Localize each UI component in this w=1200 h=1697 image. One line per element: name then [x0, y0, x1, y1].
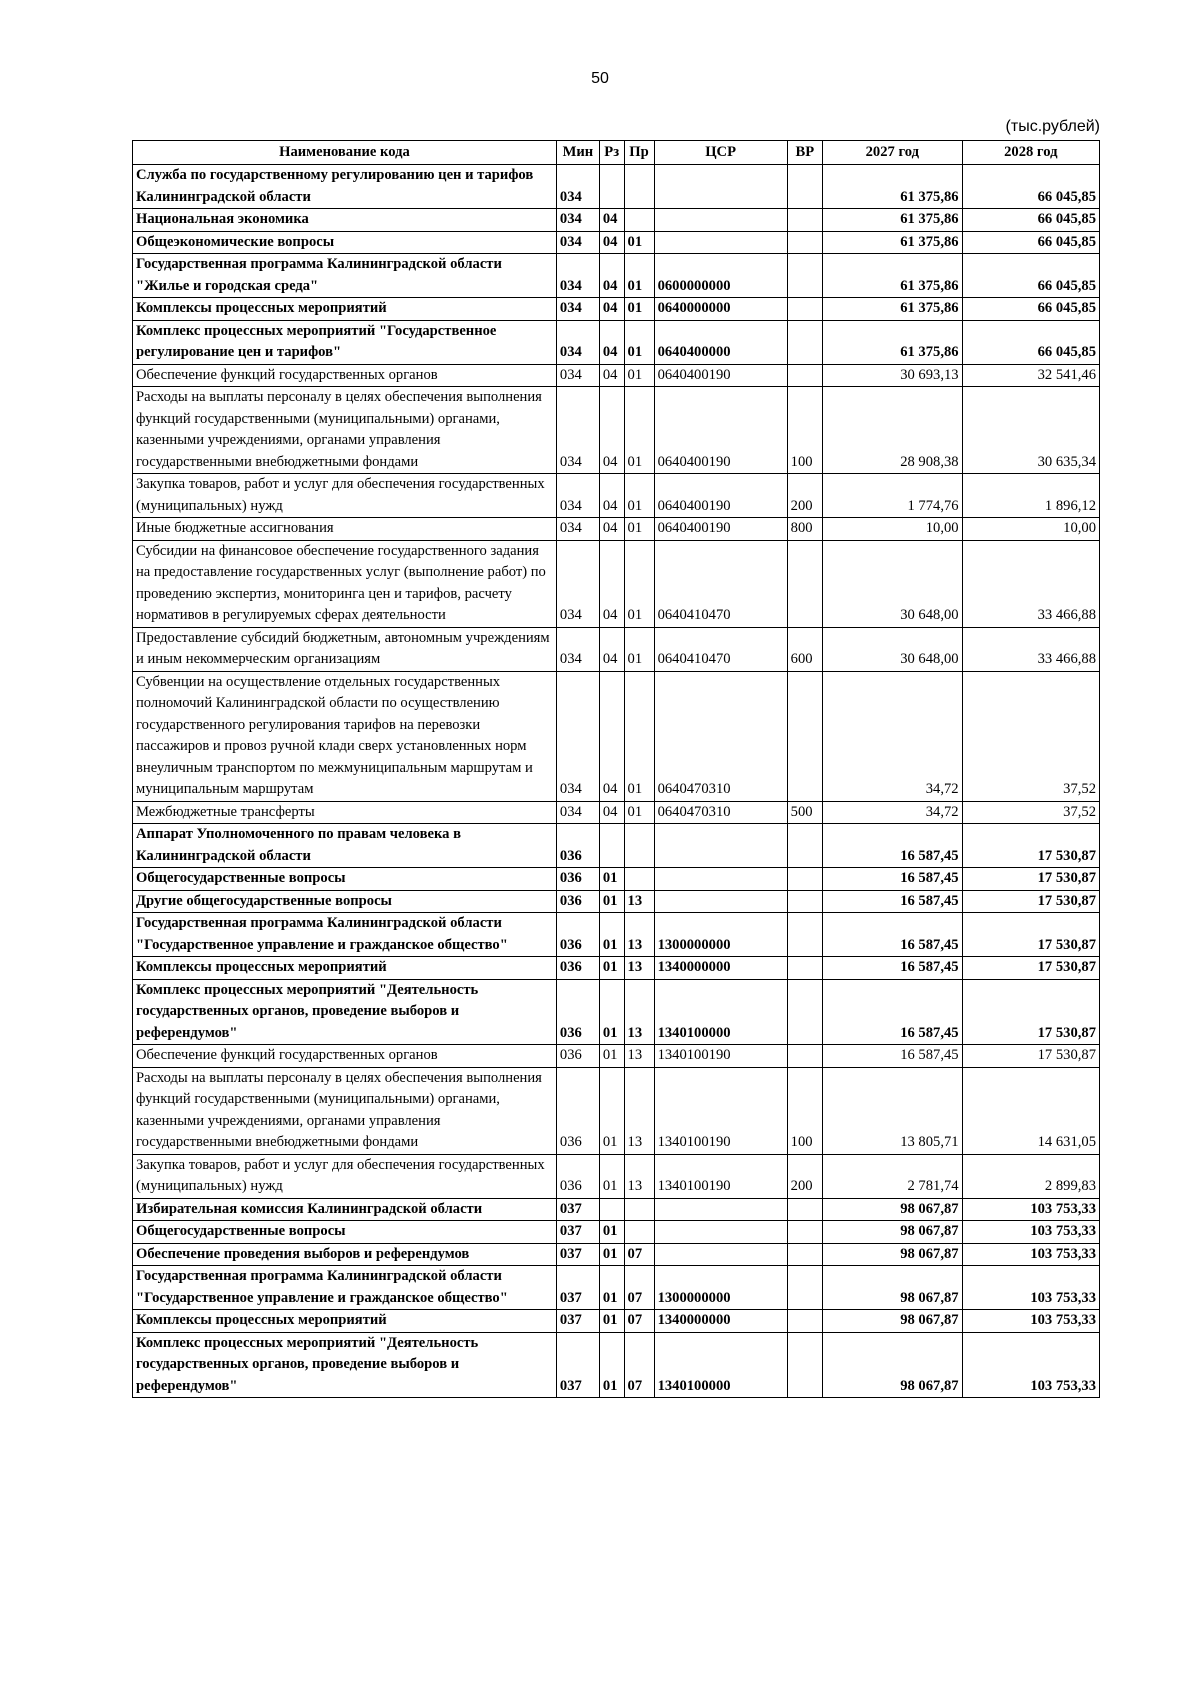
name-cell: Субсидии на финансовое обеспечение государственного задания на предоставление государственных услуг (выполнение работ) по проведению экспертиз, мониторинга цен и тарифов, расчету нормативов в регулируемых сферах деятельности: [133, 540, 557, 627]
value-2027-cell: 30 648,00: [823, 540, 963, 627]
vr-cell: [787, 231, 822, 254]
vr-cell: 200: [787, 474, 822, 518]
min-cell: 036: [556, 824, 599, 868]
table-row: [133, 254, 1100, 298]
table-row: [133, 913, 1100, 957]
pr-cell: [624, 165, 654, 209]
pr-cell: 13: [624, 1154, 654, 1198]
rz-cell: 04: [599, 387, 624, 474]
min-cell: 034: [556, 540, 599, 627]
vr-cell: [787, 254, 822, 298]
value-2028-cell: 17 530,87: [962, 913, 1099, 957]
csr-cell: 1340100190: [654, 1045, 787, 1068]
value-2027-cell: 30 648,00: [823, 627, 963, 671]
rz-cell: 01: [599, 1310, 624, 1333]
value-2027-cell: 61 375,86: [823, 209, 963, 232]
pr-cell: 01: [624, 540, 654, 627]
csr-cell: [654, 209, 787, 232]
csr-cell: 1300000000: [654, 1266, 787, 1310]
pr-cell: 01: [624, 364, 654, 387]
value-2027-cell: 16 587,45: [823, 957, 963, 980]
vr-cell: [787, 1045, 822, 1068]
name-cell: Комплексы процессных мероприятий: [133, 1310, 557, 1333]
value-2027-cell: 34,72: [823, 671, 963, 801]
value-2028-cell: 17 530,87: [962, 1045, 1099, 1068]
csr-cell: [654, 231, 787, 254]
min-cell: 034: [556, 627, 599, 671]
vr-cell: [787, 364, 822, 387]
table-row: [133, 540, 1100, 627]
rz-cell: [599, 824, 624, 868]
vr-cell: [787, 165, 822, 209]
value-2027-cell: 34,72: [823, 801, 963, 824]
value-2028-cell: 103 753,33: [962, 1221, 1099, 1244]
value-2028-cell: 103 753,33: [962, 1310, 1099, 1333]
pr-cell: 01: [624, 231, 654, 254]
table-row: [133, 474, 1100, 518]
min-cell: 036: [556, 890, 599, 913]
col-header-pr: Пр: [624, 141, 654, 165]
rz-cell: 01: [599, 890, 624, 913]
min-cell: 036: [556, 913, 599, 957]
value-2028-cell: 1 896,12: [962, 474, 1099, 518]
vr-cell: 500: [787, 801, 822, 824]
pr-cell: [624, 868, 654, 891]
name-cell: Общеэкономические вопросы: [133, 231, 557, 254]
value-2028-cell: 37,52: [962, 801, 1099, 824]
csr-cell: 0640400190: [654, 474, 787, 518]
csr-cell: 0640470310: [654, 801, 787, 824]
min-cell: 034: [556, 518, 599, 541]
col-header-csr: ЦСР: [654, 141, 787, 165]
vr-cell: [787, 957, 822, 980]
min-cell: 037: [556, 1198, 599, 1221]
csr-cell: [654, 868, 787, 891]
value-2027-cell: 61 375,86: [823, 298, 963, 321]
vr-cell: [787, 1243, 822, 1266]
rz-cell: 04: [599, 364, 624, 387]
value-2027-cell: 61 375,86: [823, 165, 963, 209]
min-cell: 034: [556, 387, 599, 474]
name-cell: Расходы на выплаты персоналу в целях обеспечения выполнения функций государственными (муниципальными) органами, казенными учреждениями, органами управления государственными внебюджетными фондами: [133, 1067, 557, 1154]
name-cell: Комплекс процессных мероприятий "Государственное регулирование цен и тарифов": [133, 320, 557, 364]
value-2027-cell: 28 908,38: [823, 387, 963, 474]
value-2028-cell: 17 530,87: [962, 890, 1099, 913]
page-number: 50: [591, 70, 609, 87]
value-2028-cell: 14 631,05: [962, 1067, 1099, 1154]
vr-cell: [787, 1198, 822, 1221]
vr-cell: 100: [787, 387, 822, 474]
value-2028-cell: 66 045,85: [962, 209, 1099, 232]
value-2028-cell: 103 753,33: [962, 1198, 1099, 1221]
rz-cell: 01: [599, 957, 624, 980]
unit-note: (тыс.рублей): [1005, 118, 1100, 135]
name-cell: Субвенции на осуществление отдельных государственных полномочий Калининградской области по осуществлению государственного регулирования тарифов на перевозки пассажиров и провоз ручной клади сверх установленных норм внеуличным транспортом по межмуниципальным маршрутам и муниципальным маршрутам: [133, 671, 557, 801]
name-cell: Государственная программа Калининградской области "Государственное управление и гражданское общество": [133, 913, 557, 957]
name-cell: Общегосударственные вопросы: [133, 1221, 557, 1244]
value-2027-cell: 1 774,76: [823, 474, 963, 518]
pr-cell: [624, 209, 654, 232]
min-cell: 036: [556, 1154, 599, 1198]
value-2028-cell: 33 466,88: [962, 627, 1099, 671]
name-cell: Расходы на выплаты персоналу в целях обеспечения выполнения функций государственными (муниципальными) органами, казенными учреждениями, органами управления государственными внебюджетными фондами: [133, 387, 557, 474]
table-row: [133, 1067, 1100, 1154]
pr-cell: 13: [624, 1045, 654, 1068]
table-row: [133, 1243, 1100, 1266]
csr-cell: [654, 1221, 787, 1244]
table-row: [133, 1310, 1100, 1333]
col-header-name: Наименование кода: [133, 141, 557, 165]
vr-cell: [787, 320, 822, 364]
rz-cell: 04: [599, 231, 624, 254]
pr-cell: 01: [624, 254, 654, 298]
name-cell: Служба по государственному регулированию цен и тарифов Калининградской области: [133, 165, 557, 209]
min-cell: 034: [556, 165, 599, 209]
rz-cell: 01: [599, 979, 624, 1045]
name-cell: Комплекс процессных мероприятий "Деятельность государственных органов, проведение выборов и референдумов": [133, 1332, 557, 1398]
min-cell: 037: [556, 1221, 599, 1244]
min-cell: 036: [556, 1067, 599, 1154]
min-cell: 034: [556, 209, 599, 232]
table-row: [133, 518, 1100, 541]
name-cell: Комплекс процессных мероприятий "Деятельность государственных органов, проведение выборов и референдумов": [133, 979, 557, 1045]
vr-cell: [787, 868, 822, 891]
table-row: [133, 209, 1100, 232]
table-row: [133, 1332, 1100, 1398]
vr-cell: [787, 824, 822, 868]
value-2027-cell: 98 067,87: [823, 1221, 963, 1244]
pr-cell: 01: [624, 320, 654, 364]
csr-cell: 0640470310: [654, 671, 787, 801]
vr-cell: [787, 913, 822, 957]
name-cell: Закупка товаров, работ и услуг для обеспечения государственных (муниципальных) нужд: [133, 474, 557, 518]
csr-cell: 0640410470: [654, 540, 787, 627]
rz-cell: 01: [599, 1266, 624, 1310]
pr-cell: 01: [624, 801, 654, 824]
vr-cell: 100: [787, 1067, 822, 1154]
min-cell: 036: [556, 868, 599, 891]
value-2027-cell: 16 587,45: [823, 979, 963, 1045]
rz-cell: 04: [599, 474, 624, 518]
csr-cell: 1340000000: [654, 1310, 787, 1333]
pr-cell: 13: [624, 1067, 654, 1154]
pr-cell: 01: [624, 387, 654, 474]
pr-cell: 07: [624, 1332, 654, 1398]
pr-cell: 13: [624, 890, 654, 913]
rz-cell: 01: [599, 1067, 624, 1154]
min-cell: 034: [556, 474, 599, 518]
csr-cell: [654, 1243, 787, 1266]
name-cell: Другие общегосударственные вопросы: [133, 890, 557, 913]
value-2027-cell: 98 067,87: [823, 1332, 963, 1398]
csr-cell: [654, 165, 787, 209]
pr-cell: 07: [624, 1266, 654, 1310]
rz-cell: 04: [599, 518, 624, 541]
value-2027-cell: 61 375,86: [823, 231, 963, 254]
table-row: [133, 868, 1100, 891]
table-row: [133, 387, 1100, 474]
csr-cell: 0640400190: [654, 518, 787, 541]
col-header-rz: Рз: [599, 141, 624, 165]
value-2027-cell: 98 067,87: [823, 1198, 963, 1221]
pr-cell: [624, 824, 654, 868]
table-row: [133, 801, 1100, 824]
min-cell: 034: [556, 364, 599, 387]
value-2027-cell: 98 067,87: [823, 1243, 963, 1266]
csr-cell: 0640400190: [654, 387, 787, 474]
pr-cell: 07: [624, 1243, 654, 1266]
table-row: [133, 1221, 1100, 1244]
table-row: [133, 627, 1100, 671]
min-cell: 034: [556, 298, 599, 321]
vr-cell: [787, 1332, 822, 1398]
rz-cell: 04: [599, 627, 624, 671]
name-cell: Государственная программа Калининградской области "Жилье и городская среда": [133, 254, 557, 298]
rz-cell: 01: [599, 1154, 624, 1198]
col-header-min: Мин: [556, 141, 599, 165]
rz-cell: 01: [599, 913, 624, 957]
value-2027-cell: 2 781,74: [823, 1154, 963, 1198]
csr-cell: 0640410470: [654, 627, 787, 671]
min-cell: 037: [556, 1310, 599, 1333]
value-2027-cell: 16 587,45: [823, 1045, 963, 1068]
csr-cell: [654, 824, 787, 868]
pr-cell: 01: [624, 671, 654, 801]
min-cell: 034: [556, 254, 599, 298]
table-row: [133, 165, 1100, 209]
table-body: [133, 165, 1100, 1398]
csr-cell: 1340000000: [654, 957, 787, 980]
name-cell: Предоставление субсидий бюджетным, автономным учреждениям и иным некоммерческим организациям: [133, 627, 557, 671]
csr-cell: 0640400190: [654, 364, 787, 387]
pr-cell: 01: [624, 474, 654, 518]
value-2028-cell: 66 045,85: [962, 254, 1099, 298]
vr-cell: 600: [787, 627, 822, 671]
csr-cell: 1340100190: [654, 1154, 787, 1198]
min-cell: 036: [556, 979, 599, 1045]
rz-cell: 04: [599, 671, 624, 801]
vr-cell: [787, 671, 822, 801]
value-2028-cell: 10,00: [962, 518, 1099, 541]
rz-cell: 04: [599, 801, 624, 824]
table-row: [133, 671, 1100, 801]
value-2027-cell: 98 067,87: [823, 1266, 963, 1310]
value-2028-cell: 66 045,85: [962, 165, 1099, 209]
name-cell: Национальная экономика: [133, 209, 557, 232]
vr-cell: [787, 890, 822, 913]
vr-cell: [787, 1221, 822, 1244]
vr-cell: 200: [787, 1154, 822, 1198]
min-cell: 036: [556, 1045, 599, 1068]
table-row: [133, 364, 1100, 387]
value-2028-cell: 103 753,33: [962, 1332, 1099, 1398]
value-2028-cell: 2 899,83: [962, 1154, 1099, 1198]
name-cell: Межбюджетные трансферты: [133, 801, 557, 824]
value-2028-cell: 17 530,87: [962, 868, 1099, 891]
rz-cell: 01: [599, 1045, 624, 1068]
name-cell: Общегосударственные вопросы: [133, 868, 557, 891]
csr-cell: 1340100000: [654, 979, 787, 1045]
table-row: [133, 1045, 1100, 1068]
min-cell: 036: [556, 957, 599, 980]
value-2027-cell: 30 693,13: [823, 364, 963, 387]
min-cell: 034: [556, 320, 599, 364]
min-cell: 037: [556, 1266, 599, 1310]
rz-cell: 04: [599, 254, 624, 298]
name-cell: Аппарат Уполномоченного по правам человека в Калининградской области: [133, 824, 557, 868]
name-cell: Комплексы процессных мероприятий: [133, 957, 557, 980]
csr-cell: 1300000000: [654, 913, 787, 957]
pr-cell: [624, 1198, 654, 1221]
vr-cell: [787, 1266, 822, 1310]
value-2028-cell: 17 530,87: [962, 979, 1099, 1045]
rz-cell: 01: [599, 1243, 624, 1266]
budget-table: [132, 140, 1100, 1398]
rz-cell: 01: [599, 868, 624, 891]
value-2027-cell: 61 375,86: [823, 320, 963, 364]
rz-cell: 01: [599, 1332, 624, 1398]
vr-cell: [787, 209, 822, 232]
csr-cell: 0600000000: [654, 254, 787, 298]
csr-cell: 0640400000: [654, 320, 787, 364]
csr-cell: 1340100190: [654, 1067, 787, 1154]
value-2028-cell: 66 045,85: [962, 231, 1099, 254]
value-2027-cell: 98 067,87: [823, 1310, 963, 1333]
csr-cell: [654, 1198, 787, 1221]
table-row: [133, 1198, 1100, 1221]
value-2027-cell: 16 587,45: [823, 824, 963, 868]
value-2028-cell: 66 045,85: [962, 298, 1099, 321]
csr-cell: 0640000000: [654, 298, 787, 321]
min-cell: 034: [556, 671, 599, 801]
min-cell: 037: [556, 1243, 599, 1266]
pr-cell: 13: [624, 913, 654, 957]
pr-cell: 13: [624, 979, 654, 1045]
table-row: [133, 1154, 1100, 1198]
rz-cell: 01: [599, 1221, 624, 1244]
rz-cell: [599, 165, 624, 209]
csr-cell: [654, 890, 787, 913]
name-cell: Обеспечение проведения выборов и референдумов: [133, 1243, 557, 1266]
col-header-2028: 2028 год: [962, 141, 1099, 165]
name-cell: Закупка товаров, работ и услуг для обеспечения государственных (муниципальных) нужд: [133, 1154, 557, 1198]
pr-cell: 01: [624, 627, 654, 671]
value-2028-cell: 17 530,87: [962, 824, 1099, 868]
name-cell: Избирательная комиссия Калининградской области: [133, 1198, 557, 1221]
table-row: [133, 298, 1100, 321]
rz-cell: 04: [599, 320, 624, 364]
value-2027-cell: 16 587,45: [823, 868, 963, 891]
name-cell: Обеспечение функций государственных органов: [133, 1045, 557, 1068]
value-2027-cell: 10,00: [823, 518, 963, 541]
value-2028-cell: 32 541,46: [962, 364, 1099, 387]
rz-cell: [599, 1198, 624, 1221]
min-cell: 034: [556, 231, 599, 254]
rz-cell: 04: [599, 209, 624, 232]
name-cell: Иные бюджетные ассигнования: [133, 518, 557, 541]
value-2027-cell: 16 587,45: [823, 913, 963, 957]
table-row: [133, 320, 1100, 364]
table-row: [133, 231, 1100, 254]
value-2028-cell: 103 753,33: [962, 1243, 1099, 1266]
value-2028-cell: 30 635,34: [962, 387, 1099, 474]
name-cell: Комплексы процессных мероприятий: [133, 298, 557, 321]
table-row: [133, 979, 1100, 1045]
value-2027-cell: 13 805,71: [823, 1067, 963, 1154]
vr-cell: [787, 540, 822, 627]
table-row: [133, 957, 1100, 980]
value-2028-cell: 103 753,33: [962, 1266, 1099, 1310]
vr-cell: [787, 298, 822, 321]
name-cell: Обеспечение функций государственных органов: [133, 364, 557, 387]
pr-cell: 01: [624, 518, 654, 541]
table-row: [133, 824, 1100, 868]
name-cell: Государственная программа Калининградской области "Государственное управление и гражданское общество": [133, 1266, 557, 1310]
rz-cell: 04: [599, 298, 624, 321]
vr-cell: 800: [787, 518, 822, 541]
pr-cell: 13: [624, 957, 654, 980]
value-2028-cell: 17 530,87: [962, 957, 1099, 980]
value-2027-cell: 16 587,45: [823, 890, 963, 913]
value-2028-cell: 33 466,88: [962, 540, 1099, 627]
pr-cell: 01: [624, 298, 654, 321]
value-2027-cell: 61 375,86: [823, 254, 963, 298]
csr-cell: 1340100000: [654, 1332, 787, 1398]
min-cell: 034: [556, 801, 599, 824]
rz-cell: 04: [599, 540, 624, 627]
pr-cell: [624, 1221, 654, 1244]
col-header-vr: ВР: [787, 141, 822, 165]
vr-cell: [787, 1310, 822, 1333]
table-row: [133, 1266, 1100, 1310]
header-row: [133, 141, 1100, 165]
min-cell: 037: [556, 1332, 599, 1398]
pr-cell: 07: [624, 1310, 654, 1333]
col-header-2027: 2027 год: [823, 141, 963, 165]
value-2028-cell: 66 045,85: [962, 320, 1099, 364]
table-row: [133, 890, 1100, 913]
value-2028-cell: 37,52: [962, 671, 1099, 801]
vr-cell: [787, 979, 822, 1045]
